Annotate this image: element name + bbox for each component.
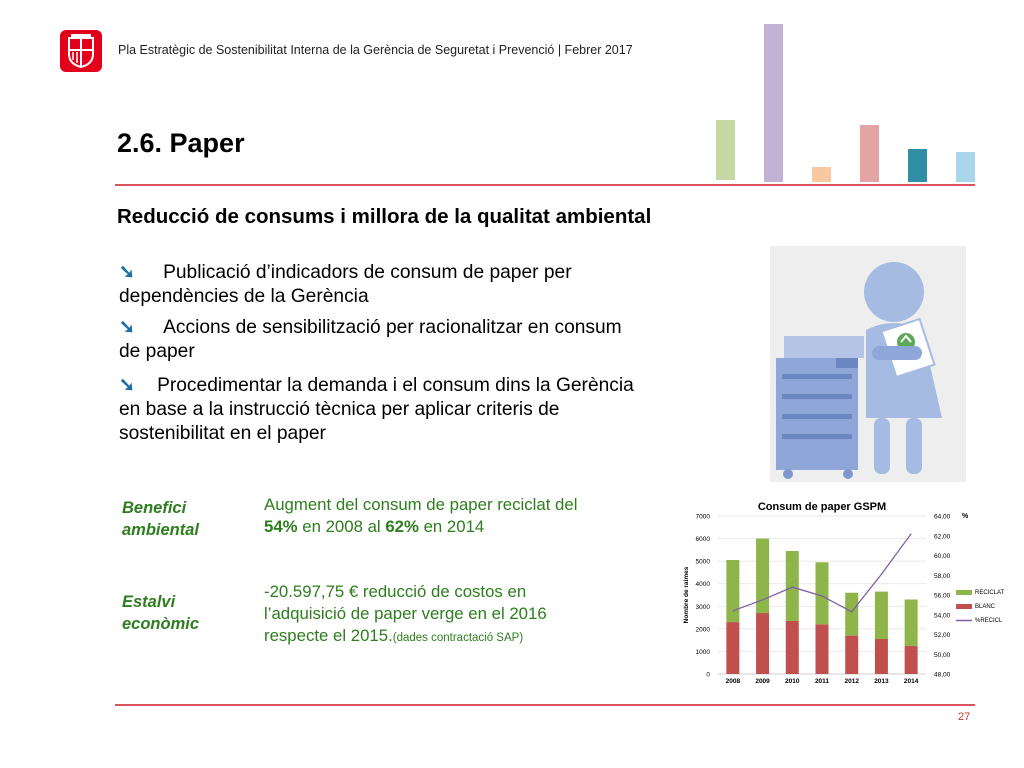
page-title: 2.6. Paper <box>117 128 245 158</box>
legend-label: RECICLAT <box>975 590 1005 596</box>
bar-reciclat <box>726 560 739 622</box>
bullet-item: ➘ Publicació d’indicadors de consum de paper per dependències de la Gerència <box>119 262 572 307</box>
bar-blanc <box>726 622 739 674</box>
legend-swatch <box>956 590 972 595</box>
y2-tick-label: 50,00 <box>934 651 951 659</box>
x-tick-label: 2013 <box>874 678 889 685</box>
y2-tick-label: 60,00 <box>934 553 951 560</box>
arrow-icon: ➘ <box>119 262 136 283</box>
title-divider <box>115 184 975 186</box>
y2-tick-label: 54,00 <box>934 612 951 620</box>
decor-bar <box>908 149 927 182</box>
bar-blanc <box>875 639 888 674</box>
savings-label: Estalvi econòmic <box>122 593 200 633</box>
legend-label: %RECICL <box>975 618 1003 624</box>
y-tick-label: 4000 <box>695 581 710 589</box>
benefit-text: Augment del consum de paper reciclat del 54% en 2008 al 62% en 2014 <box>264 495 578 536</box>
paper-consumption-chart <box>668 494 1005 694</box>
bar-reciclat <box>786 551 799 621</box>
bar-blanc <box>816 624 829 674</box>
y-tick-label: 1000 <box>695 648 710 656</box>
decor-bar <box>860 125 879 182</box>
y2-tick-label: 52,00 <box>934 632 951 639</box>
x-tick-label: 2009 <box>755 678 770 685</box>
page-number: 27 <box>958 711 971 723</box>
bar-reciclat <box>845 593 858 636</box>
bar-blanc <box>845 636 858 674</box>
x-tick-label: 2012 <box>844 678 859 685</box>
x-tick-label: 2014 <box>903 678 919 685</box>
decor-bar <box>716 120 735 180</box>
y-tick-label: 7000 <box>695 513 710 521</box>
decor-bar <box>764 24 783 182</box>
decor-bar <box>956 152 975 182</box>
y-tick-label: 3000 <box>695 603 710 611</box>
decorative-bars <box>700 10 990 185</box>
y2-tick-label: 56,00 <box>934 592 951 600</box>
y2-tick-label: 48,00 <box>934 671 951 679</box>
city-logo <box>60 30 102 72</box>
bar-reciclat <box>816 562 829 624</box>
arrow-icon: ➘ <box>119 375 136 396</box>
x-tick-label: 2008 <box>725 678 741 685</box>
y-tick-label: 2000 <box>695 626 710 634</box>
recycling-illustration <box>770 246 966 482</box>
y2-tick-label: 64,00 <box>934 513 951 521</box>
bullet-item: ➘ Procedimentar la demanda i el consum dins la Gerència en base a la instrucció tècnica per aplicar criteris de sostenibilitat en el paper <box>119 375 634 444</box>
legend-label: BLANC <box>975 604 996 610</box>
bar-reciclat <box>905 600 918 646</box>
y-tick-label: 5000 <box>695 558 710 566</box>
section-subtitle: Reducció de consums i millora de la qualitat ambiental <box>117 205 652 228</box>
benefit-label: Benefici ambiental <box>122 499 200 539</box>
bullet-item: ➘ Accions de sensibilització per racionalitzar en consum de paper <box>119 317 622 362</box>
savings-text: -20.597,75 € reducció de costos en l’adquisició de paper verge en el 2016 respecte el 2015.(dades contractació SAP) <box>264 582 547 645</box>
y-tick-label: 0 <box>706 671 710 679</box>
y2-tick-label: 62,00 <box>934 533 951 541</box>
x-tick-label: 2011 <box>814 678 830 685</box>
x-tick-label: 2010 <box>785 678 800 685</box>
y2-axis-label: % <box>962 513 969 520</box>
y-axis-label: Nombre de raimes <box>683 566 690 624</box>
decor-bar <box>812 167 831 182</box>
bar-blanc <box>786 621 799 674</box>
legend-swatch <box>956 604 972 609</box>
footer-divider <box>115 704 975 706</box>
y-tick-label: 6000 <box>695 536 710 544</box>
y2-tick-label: 58,00 <box>934 572 951 580</box>
bar-blanc <box>905 646 918 674</box>
chart-title: Consum de paper GSPM <box>757 501 887 513</box>
arrow-icon: ➘ <box>119 317 136 338</box>
header-title: Pla Estratègic de Sostenibilitat Interna de la Gerència de Seguretat i Prevenció | Febrer 2017 <box>118 43 633 57</box>
bar-blanc <box>756 613 769 674</box>
bar-reciclat <box>875 592 888 639</box>
